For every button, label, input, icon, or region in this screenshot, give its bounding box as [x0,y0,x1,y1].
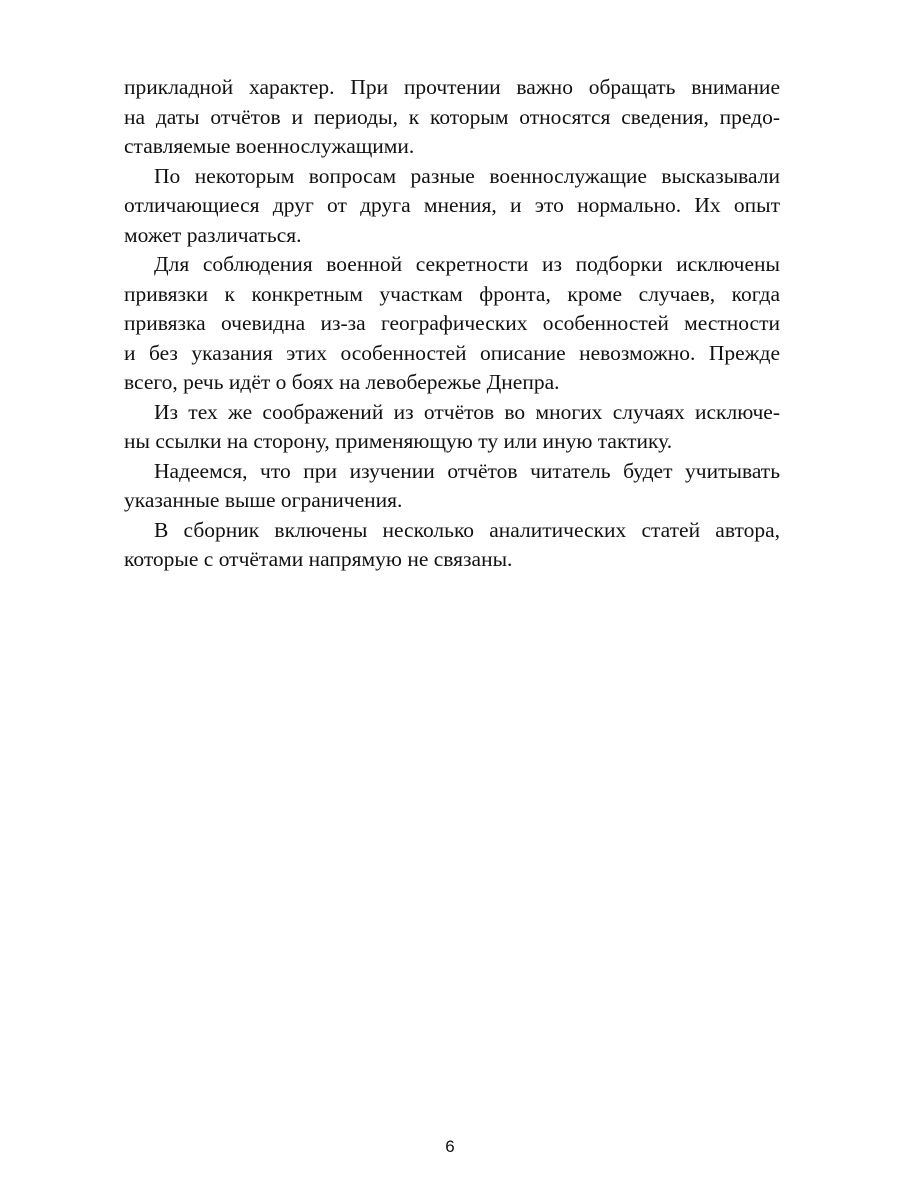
text-line: всего, речь идёт о боях на левобережье Днепра. [124,370,560,394]
text-line: прикладной характер. При прочтении важно обращать внимание [124,75,780,99]
text-line: Для соблюдения военной секретности из подборки исключены [154,252,780,276]
text-line: Из тех же соображений из отчётов во многих случаях исключе- [154,399,780,424]
paragraph-continuation [124,73,780,162]
text-line: отличающиеся друг от друга мнения, и это нормально. Их опыт [124,193,780,217]
text-line: В сборник включены несколько аналитических статей автора, [154,517,780,542]
paragraph-limitations [124,457,780,516]
text-line: Надеемся, что при изучении отчётов читатель будет учитывать [154,458,780,483]
paragraph-secrecy [124,250,780,398]
text-line: привязки к конкретным участкам фронта, кроме случаев, когда [124,281,780,306]
paragraph-articles [124,516,780,575]
text-line: которые с отчётами напрямую не связаны. [124,547,513,571]
paragraph-tactics [124,398,780,457]
text-line: ны ссылки на сторону, применяющую ту или иную тактику. [124,429,673,453]
text-line: ставляемые военнослужащими. [124,134,415,158]
text-line: и без указания этих особенностей описание невозможно. Прежде [124,340,780,365]
text-line: может различаться. [124,222,302,247]
text-line: По некоторым вопросам разные военнослужащие высказывали [154,163,780,188]
page-number: 6 [445,1137,455,1156]
text-line: на даты отчётов и периоды, к которым относятся сведения, предо- [124,104,780,129]
paragraph-opinions [124,162,780,251]
text-line: привязка очевидна из-за географических особенностей местности [124,311,780,335]
text-line: указанные выше ограничения. [124,488,403,512]
page-body [124,73,780,575]
